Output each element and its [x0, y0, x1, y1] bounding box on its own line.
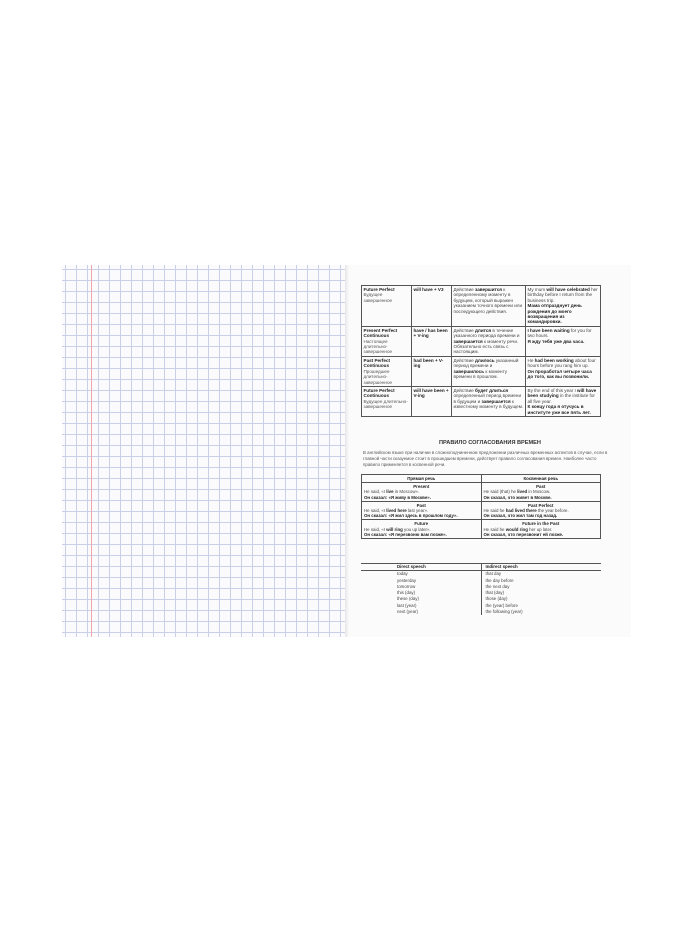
tense-name-cell	[362, 356, 412, 386]
direct-word: these (day)	[397, 596, 419, 602]
bold-text: Он сказал, что перезвонит ей позже.	[483, 531, 564, 537]
direct-word: yesterday	[397, 577, 417, 583]
indirect-word: the (year) before	[481, 603, 601, 609]
bold-text: завершится	[474, 287, 502, 292]
plain-text: Действие	[453, 387, 475, 393]
bold-text: завершается	[481, 398, 511, 404]
speech-row	[362, 483, 601, 502]
tense-description	[452, 386, 526, 416]
direct-word: today	[397, 571, 408, 577]
tense-row	[362, 326, 601, 356]
tense-name: Present Perfect Continuous	[363, 327, 398, 339]
bold-text: will have celebrated	[546, 287, 590, 292]
margin-line	[91, 265, 92, 637]
tense-example	[526, 356, 601, 386]
bold-text: I have been waiting	[527, 327, 570, 333]
plain-text: for you for two hours.	[527, 327, 592, 339]
plain-text: в течение указанного периода времени и	[453, 327, 520, 339]
bold-text: будет длиться	[474, 387, 509, 393]
plain-text: He said (that) he	[483, 489, 518, 495]
tense-translation: Прошедшее длительно-завершенное	[363, 368, 393, 385]
indirect-word: that day	[481, 571, 601, 578]
indirect-word: the next day	[481, 584, 601, 590]
direct-word: tomorrow	[397, 583, 416, 589]
indirect-speech-cell	[481, 483, 601, 502]
bold-text: lived	[517, 489, 528, 495]
direct-tense-label: Future	[414, 521, 429, 527]
plain-text: in Moscow».	[393, 489, 420, 495]
bold-text: lived here	[386, 508, 407, 514]
plain-text: the year before.	[536, 508, 569, 514]
bold-text: длилось	[474, 357, 495, 363]
rule-heading: ПРАВИЛО СОГЛАСОВАНИЯ ВРЕМЕН	[439, 440, 541, 446]
indirect-words-header: Indirect speech	[481, 564, 601, 571]
bold-text: will ring	[386, 526, 403, 532]
plain-text: к моменту времени в прошлом.	[453, 368, 508, 380]
plain-text: in the institute for all five year.	[527, 393, 595, 404]
plain-text: My mum	[527, 287, 547, 292]
bold-text: К концу года я отучусь в институте уже все пять лет.	[527, 404, 591, 415]
tense-formula: have / has been + V-ing	[412, 326, 452, 356]
bold-text: Я жду тебя уже два часа.	[527, 338, 585, 344]
plain-text: к известному моменту в будущем.	[453, 398, 524, 410]
bold-text: завершается	[453, 338, 483, 344]
plain-text: in Moscow.	[527, 489, 551, 495]
indirect-tense-label: Past	[536, 484, 546, 490]
bold-text: Он проработал четыре часа до того, как вы позвонили.	[527, 368, 592, 380]
tense-name-cell	[362, 286, 412, 327]
tense-translation: Настоящее длительно-завершенное	[363, 338, 393, 355]
direct-speech-cell	[362, 520, 482, 539]
plain-text: He said, «I	[364, 526, 387, 532]
plain-text: He said he	[483, 526, 506, 532]
bold-text: Он сказал: «Я перезвоню вам позже».	[364, 531, 447, 537]
bold-text: Он сказал: «Я живу в Москве».	[364, 494, 431, 500]
tense-example	[526, 386, 601, 416]
plain-text: He said he	[483, 508, 506, 514]
tense-description	[452, 356, 526, 386]
bold-text: длится	[474, 327, 492, 333]
direct-speech-cell	[362, 501, 482, 520]
indirect-speech-cell	[481, 501, 601, 520]
direct-word: this (day)	[397, 590, 416, 596]
tense-name-cell	[362, 386, 412, 416]
bold-text: завершилось	[453, 368, 485, 374]
bold-text: live	[386, 489, 394, 495]
tense-example	[526, 286, 601, 327]
words-table	[361, 563, 601, 615]
tense-formula: had been + V-ing	[412, 356, 452, 386]
speech-row	[362, 501, 601, 520]
plain-text: you up later».	[402, 526, 431, 532]
plain-text: her birthday before I return from the business trip.	[527, 287, 598, 303]
words-row	[361, 609, 601, 615]
plain-text: He	[527, 357, 535, 363]
bold-text: had been working	[534, 357, 574, 363]
tense-translation: Будущее длительно-завершенное	[363, 398, 408, 410]
plain-text: Действие	[453, 327, 475, 333]
direct-tense-label: Past	[416, 502, 426, 508]
rule-intro: В английском языке при наличии в сложноподчиненном предложении различных временных аспектов в случае, если в главной части сказуемое стоит в прошедшем времени, действует правило согласования времен. Наиболее часто правило применяется в косвенной речи.	[363, 450, 608, 468]
plain-text: к моменту речи. Обязательно есть связь с настоящим.	[453, 338, 519, 355]
tense-row	[362, 356, 601, 386]
open-notebook	[62, 265, 631, 637]
direct-speech-cell	[362, 483, 482, 502]
words-row	[361, 571, 601, 578]
plain-text: her up later.	[527, 526, 553, 532]
tense-formula: will have been + V-ing	[412, 386, 452, 416]
bold-text: Он сказал, что живет в Москве.	[483, 494, 552, 500]
bold-text: Мама отпразднует день рождения до моего возвращения из командировки.	[527, 303, 582, 325]
tense-name: Future Perfect Continuous	[363, 387, 395, 399]
indirect-tense-label: Past Perfect	[528, 502, 554, 508]
plain-text: определенный период времени в будущем и	[453, 393, 522, 404]
tense-name: Past Perfect Continuous	[363, 357, 391, 369]
bold-text: Он сказал, что жил там год назад.	[483, 513, 558, 519]
tense-table	[361, 285, 601, 417]
speech-row	[362, 520, 601, 539]
plain-text: Действие	[453, 357, 475, 363]
direct-speech-header: Прямая речь	[362, 475, 482, 483]
direct-words-header: Direct speech	[361, 564, 481, 571]
tense-formula: will have + V3	[412, 286, 452, 327]
plain-text: He said, «I	[364, 508, 387, 514]
tense-description	[452, 326, 526, 356]
tense-description	[452, 286, 526, 327]
indirect-speech-cell	[481, 520, 601, 539]
indirect-word: those (day)	[481, 596, 601, 602]
tense-translation: Будущее завершенное	[363, 292, 393, 303]
indirect-speech-header: Косвенная речь	[481, 475, 601, 483]
bold-text: Он сказал: «Я жил здесь в прошлом году».	[364, 513, 458, 519]
direct-word: next (year)	[397, 609, 418, 615]
indirect-word: the following (year)	[481, 609, 601, 615]
plain-text: к определенному моменту в будущем, который выражен указанием точного времени или последующего действия.	[453, 287, 523, 314]
indirect-word: that (day)	[481, 590, 601, 596]
plain-text: Действие	[453, 287, 475, 292]
speech-table	[361, 474, 601, 539]
bold-text: will have been studying	[527, 387, 597, 399]
indirect-tense-label: Future in the Past	[522, 521, 560, 527]
bold-text: had lived there	[505, 508, 537, 514]
tense-row	[362, 286, 601, 327]
plain-text: By the end of this year I	[527, 387, 578, 393]
tense-name-cell	[362, 326, 412, 356]
plain-text: about four hours before you rang him up.	[527, 357, 596, 369]
plain-text: last year».	[406, 508, 429, 514]
direct-tense-label: Present	[413, 484, 430, 490]
indirect-word: the day before	[481, 578, 601, 584]
plain-text: He said, «I	[364, 489, 387, 495]
grid-page	[62, 265, 346, 637]
reference-page	[349, 265, 631, 637]
direct-word: last (year)	[397, 602, 417, 608]
plain-text: указанный период времени и	[453, 357, 519, 369]
bold-text: would ring	[505, 526, 528, 532]
tense-row	[362, 386, 601, 416]
tense-example	[526, 326, 601, 356]
tense-name: Future Perfect	[363, 287, 395, 292]
